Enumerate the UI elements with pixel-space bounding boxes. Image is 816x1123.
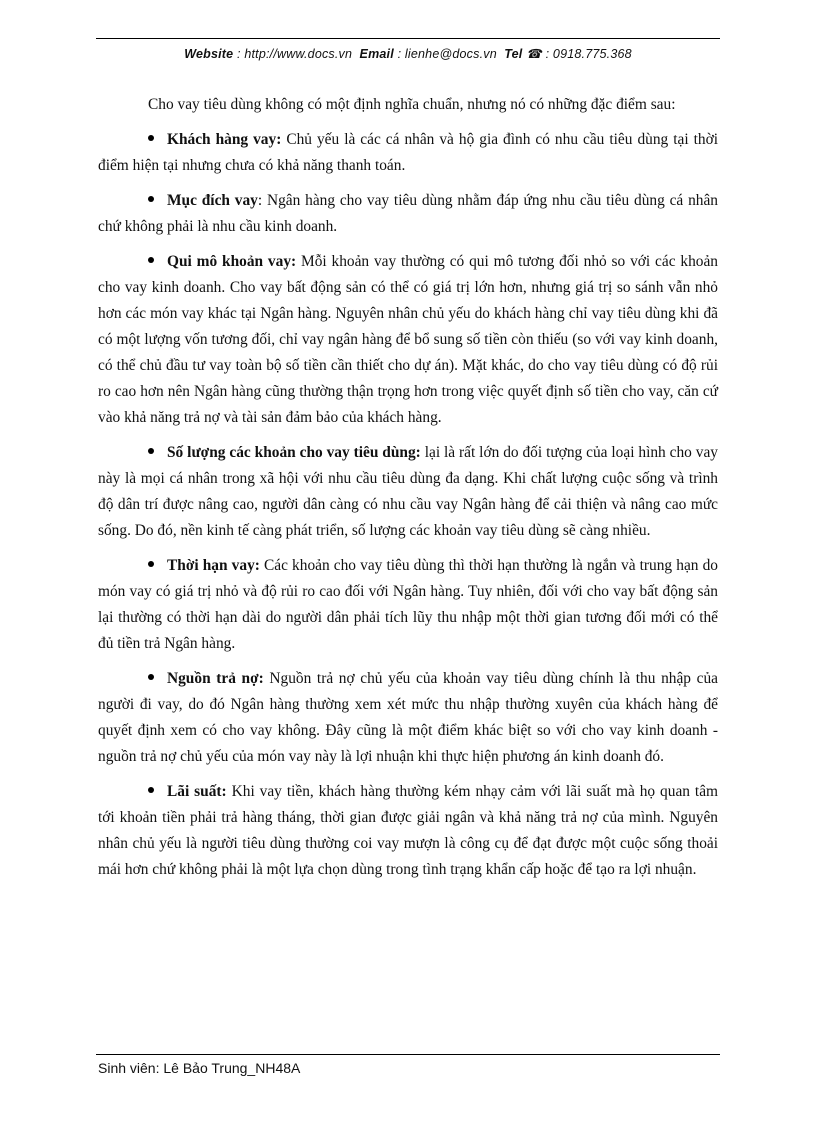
- list-item: [98, 440, 718, 544]
- item-term: Thời hạn vay:: [167, 557, 260, 574]
- list-item: [98, 666, 718, 770]
- tel-value: : 0918.775.368: [545, 47, 632, 61]
- tel-label: Tel: [504, 47, 523, 61]
- bullet-icon: [148, 257, 154, 263]
- item-text: Nguồn trả nợ chủ yếu của khoản vay tiêu dùng chính là thu nhập của người đi vay, do đó Ngân hàng thường xem xét mức thu nhập thường xuyên của khách hàng để quyết định xem có cho vay không. Đây cũng là một điểm khác biệt so với cho vay kinh doanh -nguồn trả nợ chủ yếu của món vay này là lợi nhuận khi thực hiện phương án kinh doanh đó.: [98, 670, 718, 765]
- bullet-icon: [148, 448, 154, 454]
- item-text: Chủ yếu là các cá nhân và hộ gia đình có nhu cầu tiêu dùng tại thời điểm hiện tại nhưng chưa có khả năng thanh toán.: [98, 131, 718, 174]
- header-divider: [96, 38, 720, 39]
- item-text: Khi vay tiền, khách hàng thường kém nhạy cảm với lãi suất mà họ quan tâm tới khoản tiền phải trả hàng tháng, thời gian được giải ngân và khả năng trả nợ của mình. Nguyên nhân chủ yếu là người tiêu dùng thường coi vay mượn là công cụ để đạt được một cuộc sống thoải mái hơn chứ không phải là một lựa chọn dùng trong tình trạng khẩn cấp hoặc để tạo ra lợi nhuận.: [98, 783, 718, 878]
- list-item: [98, 127, 718, 179]
- page-footer: [98, 1058, 300, 1078]
- website-value: : http://www.docs.vn: [237, 47, 353, 61]
- email-label: Email: [359, 47, 394, 61]
- item-text: lại là rất lớn do đối tượng của loại hình cho vay này là mọi cá nhân trong xã hội với nhu cầu tiêu dùng đa dạng. Khi chất lượng cuộc sống và trình độ dân trí được nâng cao, người dân càng có nhu cầu vay Ngân hàng để cải thiện và nâng cao mức sống. Do đó, nền kinh tế càng phát triển, số lượng các khoản vay tiêu dùng sẽ càng nhiều.: [98, 444, 719, 539]
- item-term: Nguồn trả nợ:: [167, 670, 264, 687]
- bullet-icon: [148, 787, 154, 793]
- bullet-icon: [148, 135, 154, 141]
- list-item: [98, 553, 718, 657]
- footer-student: Sinh viên: Lê Bảo Trung_NH48A: [98, 1060, 301, 1076]
- email-value: : lienhe@docs.vn: [397, 47, 497, 61]
- bullet-icon: [148, 674, 154, 680]
- bullet-icon: [148, 561, 154, 567]
- bullet-icon: [148, 196, 154, 202]
- list-item: [98, 779, 718, 883]
- list-item: [98, 249, 718, 431]
- item-term: Mục đích vay: [167, 192, 258, 209]
- item-text: Các khoản cho vay tiêu dùng thì thời hạn thường là ngắn và trung hạn do món vay có giá trị nhỏ và độ rủi ro cao đối với Ngân hàng. Tuy nhiên, đối với cho vay bất động sản lại thường có thời hạn dài do người dân phải tích lũy thu nhập một thời gian tương đối mới có thể đủ tiền trả Ngân hàng.: [98, 557, 718, 652]
- item-text: Mỗi khoản vay thường có qui mô tương đối nhỏ so với các khoản cho vay kinh doanh. Cho vay bất động sản có thể có giá trị lớn hơn, nhưng giá trị so sánh vẫn nhỏ hơn các món vay khác tại Ngân hàng. Nguyên nhân chủ yếu do khách hàng chỉ vay tiêu dùng khi đã có một lượng vốn tương đối, chỉ vay ngân hàng để bổ sung số tiền còn thiếu (so với vay kinh doanh, có thể chủ đầu tư vay toàn bộ số tiền cần thiết cho dự án). Mặt khác, do cho vay tiêu dùng có độ rủi ro cao hơn nên Ngân hàng cũng thường thận trọng hơn trong việc quyết định số tiền cho vay, căn cứ vào khả năng trả nợ và tài sản đảm bảo của khách hàng.: [98, 253, 719, 426]
- footer-divider: [96, 1054, 720, 1055]
- item-term: Qui mô khoản vay:: [167, 253, 297, 270]
- item-text: : Ngân hàng cho vay tiêu dùng nhằm đáp ứng nhu cầu tiêu dùng cá nhân chứ không phải là nhu cầu kinh doanh.: [98, 192, 718, 235]
- phone-icon: ☎: [526, 47, 542, 61]
- header-contact-line: [96, 44, 720, 64]
- website-label: Website: [184, 47, 234, 61]
- item-term: Lãi suất:: [167, 783, 227, 800]
- list-item: [98, 188, 718, 240]
- page-header: [96, 44, 720, 68]
- document-body: [98, 92, 718, 892]
- item-term: Số lượng các khoản cho vay tiêu dùng:: [167, 444, 421, 461]
- item-term: Khách hàng vay:: [167, 131, 282, 148]
- intro-paragraph: Cho vay tiêu dùng không có một định nghĩa chuẩn, nhưng nó có những đặc điểm sau:: [148, 96, 676, 113]
